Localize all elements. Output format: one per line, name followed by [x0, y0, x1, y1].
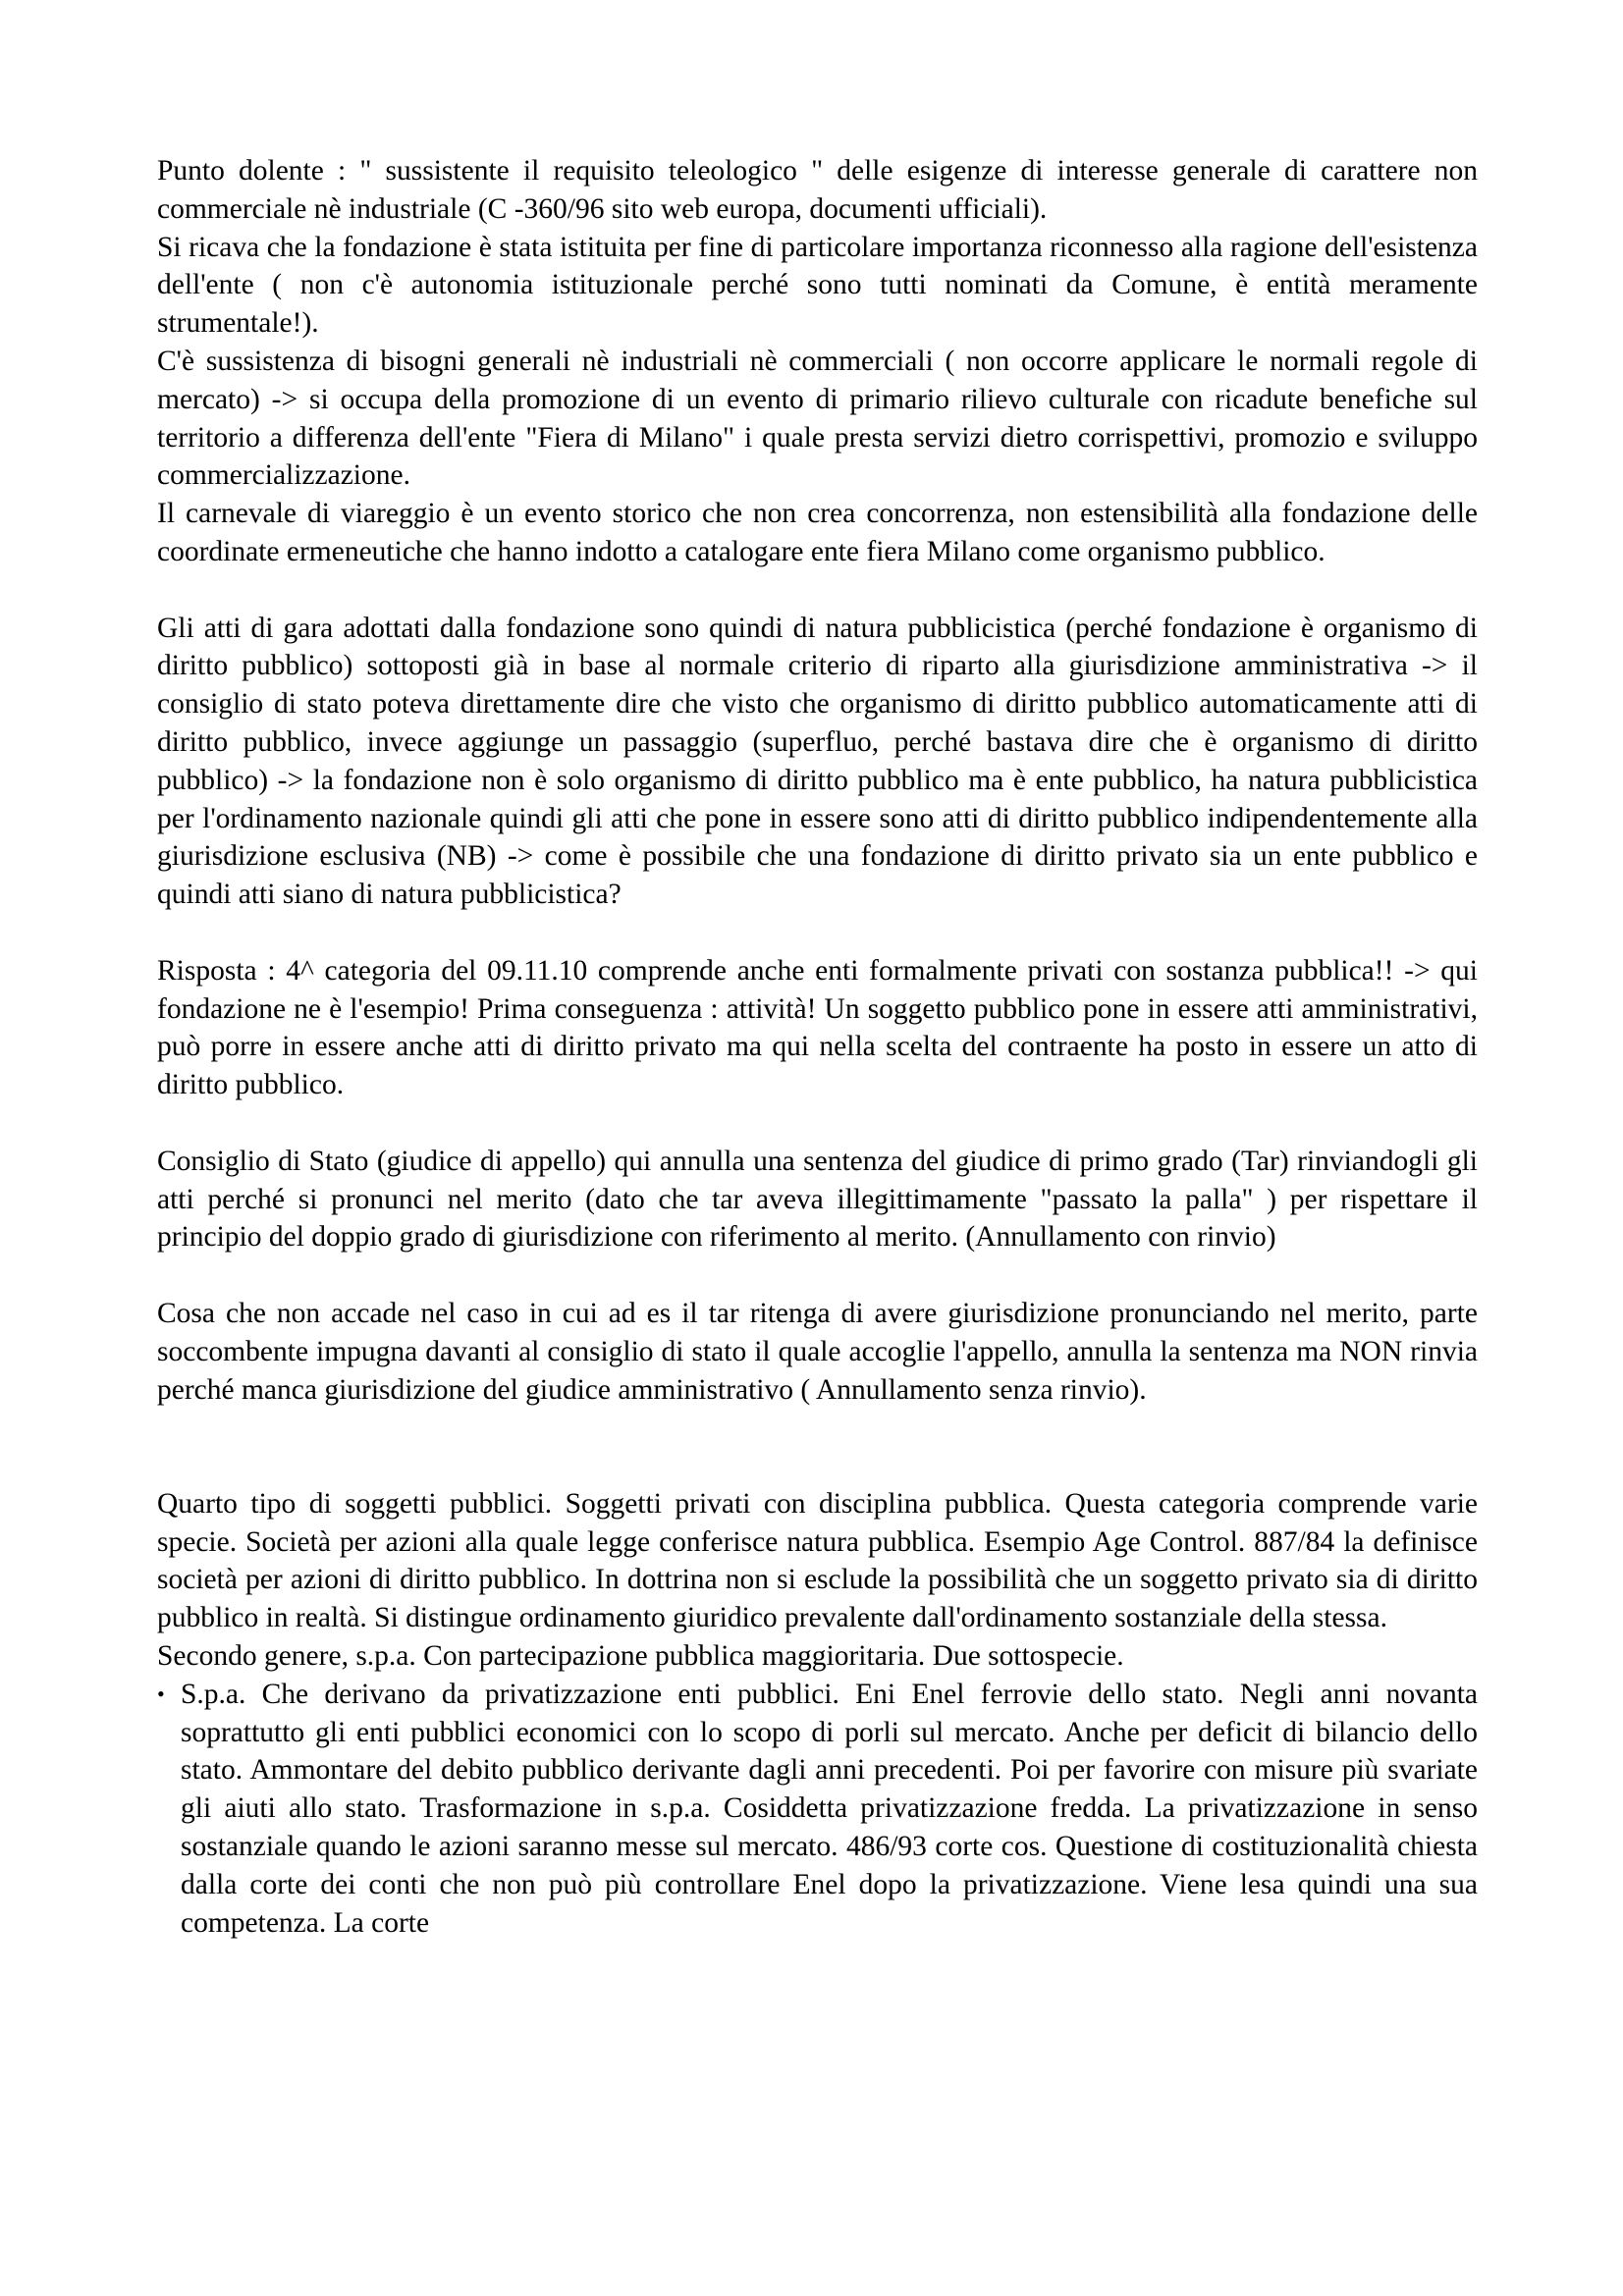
bullet-icon: •: [157, 1681, 165, 1706]
paragraph-spacer: [157, 571, 1478, 610]
paragraph-spacer: [157, 914, 1478, 952]
paragraph: Il carnevale di viareggio è un evento storico che non crea concorrenza, non estensibilità alla fondazione delle coordinate ermeneutiche che hanno indotto a catalogare ente fiera Milano come organismo pubblico.: [157, 498, 1478, 567]
list-item: [157, 1676, 1478, 1943]
paragraph: Secondo genere, s.p.a. Con partecipazione pubblica maggioritaria. Due sottospecie.: [157, 1640, 1124, 1673]
paragraph-spacer: [157, 1256, 1478, 1295]
paragraph: Gli atti di gara adottati dalla fondazione sono quindi di natura pubblicistica (perché fondazione è organismo di diritto pubblico) sottoposti già in base al normale criterio di riparto alla giurisdizione amministrativa -> il consiglio di stato poteva direttamente dire che visto che organismo di diritto pubblico automaticamente atti di diritto pubblico, invece aggiunge un passaggio (superfluo, perché bastava dire che è organismo di diritto pubblico) -> la fondazione non è solo organismo di diritto pubblico ma è ente pubblico, ha natura pubblicistica per l'ordinamento nazionale quindi gli atti che pone in essere sono atti di diritto pubblico indipendentemente alla giurisdizione esclusiva (NB) -> come è possibile che una fondazione di diritto privato sia un ente pubblico e quindi atti siano di natura pubblicistica?: [157, 612, 1478, 911]
paragraph-spacer: [157, 1104, 1478, 1143]
paragraph: Si ricava che la fondazione è stata istituita per fine di particolare importanza riconnesso alla ragione dell'esistenza dell'ente ( non c'è autonomia istituzionale perché sono tutti nominati da Comune, è entità meramente strumentale!).: [157, 231, 1478, 340]
list-item-text: S.p.a. Che derivano da privatizzazione enti pubblici. Eni Enel ferrovie dello stato. Negli anni novanta soprattutto gli enti pubblici economici con lo scopo di porli sul mercato. Anche per deficit di bilancio dello stato. Ammontare del debito pubblico derivante dagli anni precedenti. Poi per favorire con misure più svariate gli aiuti allo stato. Trasformazione in s.p.a. Cosiddetta privatizzazione fredda. La privatizzazione in senso sostanziale quando le azioni saranno messe sul mercato. 486/93 corte cos. Questione di costituzionalità chiesta dalla corte dei conti che non può più controllare Enel dopo la privatizzazione. Viene lesa quindi una sua competenza. La corte: [181, 1678, 1478, 1939]
paragraph-spacer: [157, 1409, 1478, 1485]
paragraph: Risposta : 4^ categoria del 09.11.10 comprende anche enti formalmente privati con sostanza pubblica!! -> qui fondazione ne è l'esempio! Prima conseguenza : attività! Un soggetto pubblico pone in essere atti amministrativi, può porre in essere anche atti di diritto privato ma qui nella scelta del contraente ha posto in essere un atto di diritto pubblico.: [157, 954, 1478, 1101]
paragraph: C'è sussistenza di bisogni generali nè industriali nè commerciali ( non occorre applicare le normali regole di mercato) -> si occupa della promozione di un evento di primario rilievo culturale con ricadute benefiche sul territorio a differenza dell'ente "Fiera di Milano" i quale presta servizi dietro corrispettivi, promozio e sviluppo commercializzazione.: [157, 345, 1478, 492]
paragraph: Punto dolente : " sussistente il requisito teleologico " delle esigenze di interesse generale di carattere non commerciale nè industriale (C -360/96 sito web europa, documenti ufficiali).: [157, 155, 1478, 225]
document-page: [157, 152, 1478, 1942]
bullet-list: [157, 1676, 1478, 1943]
paragraph: Consiglio di Stato (giudice di appello) qui annulla una sentenza del giudice di primo grado (Tar) rinviandogli gli atti perché si pronunci nel merito (dato che tar aveva illegittimamente "passato la palla" ) per rispettare il principio del doppio grado di giurisdizione con riferimento al merito. (Annullamento con rinvio): [157, 1145, 1478, 1254]
paragraph: Cosa che non accade nel caso in cui ad es il tar ritenga di avere giurisdizione pronunciando nel merito, parte soccombente impugna davanti al consiglio di stato il quale accoglie l'appello, annulla la sentenza ma NON rinvia perché manca giurisdizione del giudice amministrativo ( Annullamento senza rinvio).: [157, 1297, 1478, 1406]
paragraph: Quarto tipo di soggetti pubblici. Soggetti privati con disciplina pubblica. Questa categoria comprende varie specie. Società per azioni alla quale legge conferisce natura pubblica. Esempio Age Control. 887/84 la definisce società per azioni di diritto pubblico. In dottrina non si esclude la possibilità che un soggetto privato sia di diritto pubblico in realtà. Si distingue ordinamento giuridico prevalente dall'ordinamento sostanziale della stessa.: [157, 1487, 1478, 1634]
